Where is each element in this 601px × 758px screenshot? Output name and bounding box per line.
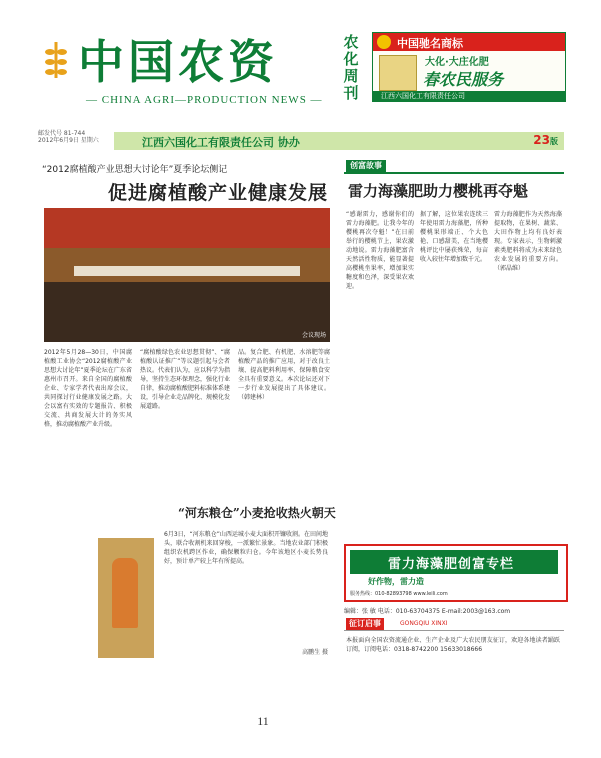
- sponsor-company: 江西六国化工有限责任公司 协办: [142, 136, 300, 149]
- right-headline[interactable]: 雷力海藻肥助力樱桃再夺魁: [348, 182, 529, 200]
- masthead: [38, 30, 564, 130]
- sub-headline[interactable]: “河东粮仓”小麦抢收热火朝天: [178, 506, 336, 520]
- ad-slogan: 好作物，雷力造: [368, 577, 424, 586]
- photo-audience: [44, 282, 330, 342]
- right-article-col-3: 雷力海藻肥作为天然海藻提取物，在果树、蔬菜、大田作物上均有良好表现。专家表示，生物刺激素类肥料将成为未来绿色农业发展的重要方向。（郭晶维）: [494, 211, 562, 272]
- section-tag: [344, 160, 564, 174]
- sub-byline: 高鹏生 摄: [302, 649, 328, 656]
- page-number: 11: [257, 714, 269, 728]
- page-section-unit: 版: [550, 137, 558, 146]
- notice-tag-label: 征订启事: [346, 618, 384, 630]
- info-bar: [38, 130, 564, 152]
- ad-banner-text: 雷力海藻肥创富专栏: [388, 557, 515, 572]
- ad-brand-sign: 春农民服务: [423, 70, 504, 89]
- article-column-3: 品。复合肥、有机肥、水溶肥等腐植酸产品的推广应用，对于改良土壤、提高肥料利用率、保障粮食安全具有重要意义。本次论坛还对下一步行业发展提出了具体建议。（韩建林）: [238, 349, 330, 401]
- ad-footer: [373, 91, 565, 101]
- page-section-number: [533, 133, 558, 147]
- ad-header-text: 中国驰名商标: [397, 37, 463, 50]
- main-headline[interactable]: 促进腐植酸产业健康发展: [108, 182, 329, 204]
- weekly-label: 农化周刊: [343, 33, 359, 102]
- photo-stage: [44, 208, 330, 248]
- section-tag-label: 创富故事: [346, 160, 386, 172]
- forum-title: “2012腐植酸产业思想大讨论年”夏季论坛侧记: [42, 165, 228, 175]
- fertilizer-bag-icon: [379, 55, 417, 91]
- notice-text: 本报面向全国农资流通企业、生产企业及广大农民朋友征订，欢迎各地读者踊跃订阅，订阅电话：0318-8742200 15633018666: [346, 637, 560, 653]
- photo-tables: [74, 266, 300, 276]
- newspaper-title: 中国农资: [78, 35, 278, 89]
- sub-article: 6月3日，“河东粮仓”山西运城小麦大面积开镰收割。在田间地头，联合收割机来回穿梭，一派繁忙景象。当地农业部门积极组织农机跨区作业，确保颗粒归仓。今年该地区小麦长势良好，预计单产较上年有所提高。: [164, 531, 328, 565]
- ad-product: 大化·大庄化肥: [425, 57, 489, 68]
- right-column: [344, 158, 564, 732]
- notice-tag-en: GONGQIU XINXI: [400, 620, 448, 627]
- farmer-figure: [112, 558, 138, 628]
- notice-tag: [344, 618, 564, 631]
- newspaper-title-en: — CHINA AGRI—PRODUCTION NEWS —: [86, 94, 323, 106]
- sponsor-band: [114, 132, 564, 150]
- issue-info: [38, 130, 99, 144]
- article-column-2: “腐植酸绿色农业思想贯彻”、“腐植酸认证推广”等议题引起与会者热议。代表们认为，应以科学为指导，坚持生态环保理念，强化行业自律，推动腐植酸肥料标准体系建设，引导企业走品牌化、规模化发展道路。: [140, 349, 230, 410]
- wheat-logo-icon: [38, 38, 74, 82]
- ad-footer-text: 江西六国化工有限责任公司: [381, 92, 465, 100]
- right-article-col-1: “感谢雷力，感谢你们的雷力海藻肥。让我今年的樱桃再次夺魁！”在日前举行的樱桃节上，果农激动地说。雷力海藻肥富含天然活性物质，能显著提高樱桃坐果率，增加果实糖度和色泽，深受果农欢迎。: [346, 211, 414, 290]
- left-column: [38, 158, 338, 732]
- ad-phones: 服务热线：010-82893798 www.leili.com: [350, 591, 448, 597]
- article-column-1: 2012年5月28—30日，中国腐植酸工业协会“2012腐植酸产业思想大讨论年”夏季论坛在广东省惠州市召开。来自全国的腐植酸企业、专家学者代表出席会议，共同探讨行业健康发展之路。大会以富有实效的专题报告、积极交流、共商发展大计的务实风格，推动腐植酸产业升级。: [44, 349, 132, 428]
- issue-date: 2012年6月9日 星期六: [38, 137, 99, 144]
- ad-banner: [350, 550, 558, 574]
- top-advertisement[interactable]: [372, 32, 566, 102]
- issue-code: 邮发代号 81-744: [38, 130, 86, 137]
- trademark-badge-icon: [377, 35, 391, 49]
- right-article-col-2: 据了解，这位果农连续三年使用雷力海藻肥，所种樱桃果形端正、个大色艳、口感甜美，在当地樱桃评比中屡获殊荣，每亩收入较往年增加数千元。: [420, 211, 488, 263]
- editor-line: 编辑：张 敏 电话：010-63704375 E-mail:2003@163.com: [344, 608, 511, 615]
- page-section-value: 23: [533, 133, 550, 147]
- newspaper-page: [38, 30, 564, 732]
- ad-header-bar: [373, 33, 565, 51]
- conference-photo: [44, 208, 330, 342]
- photo-caption: 会议现场: [301, 332, 326, 339]
- leili-advertisement[interactable]: [344, 544, 568, 602]
- farmer-photo: [98, 538, 154, 658]
